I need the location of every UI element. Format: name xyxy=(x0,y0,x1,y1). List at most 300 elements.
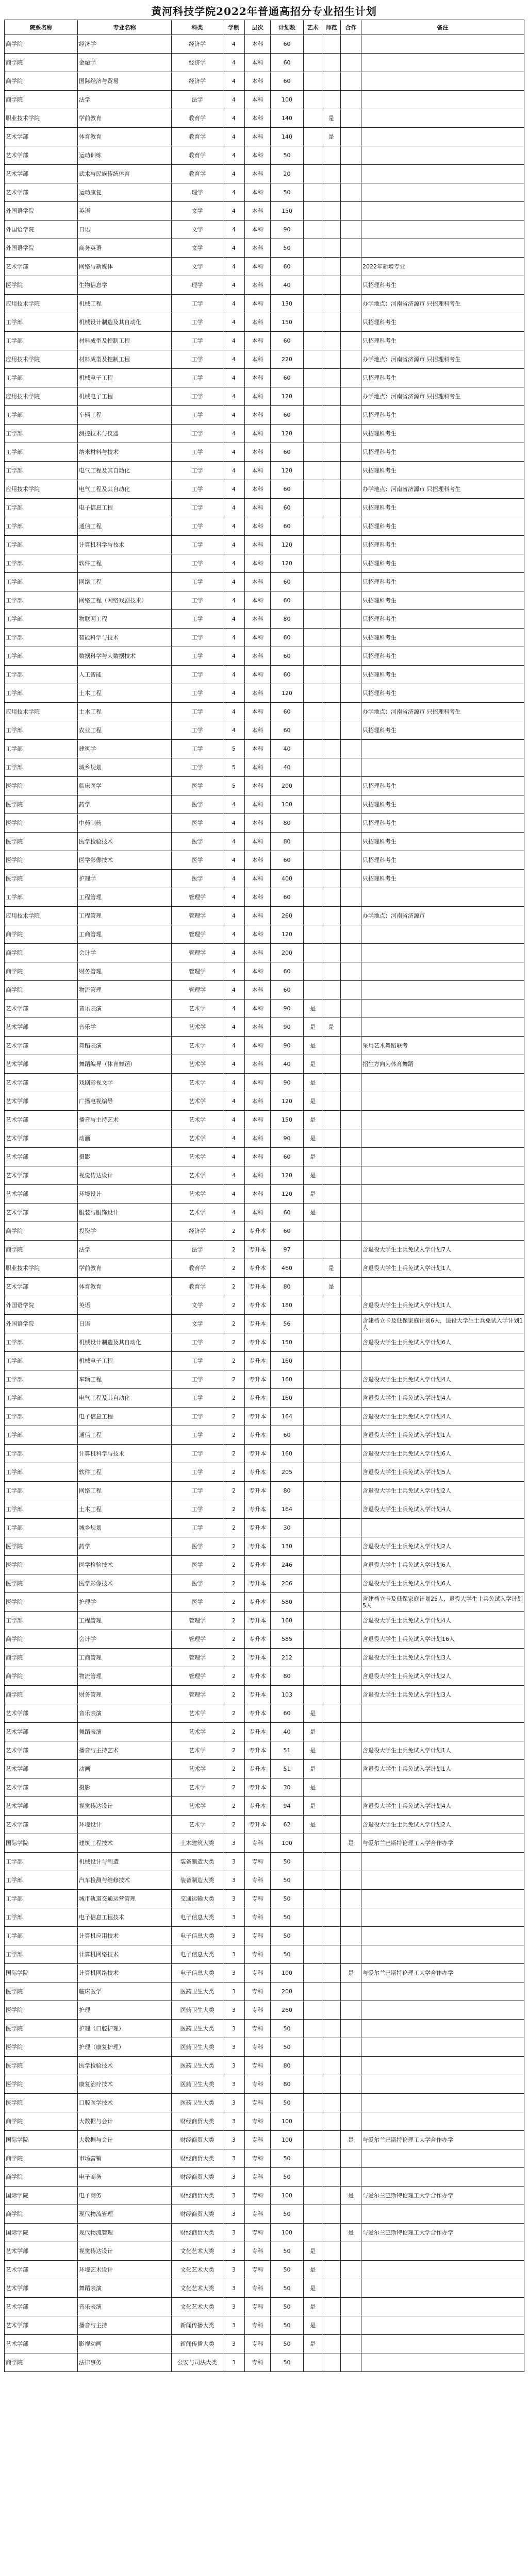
cell-category: 工学 xyxy=(172,1426,223,1445)
cell-art xyxy=(304,369,322,387)
cell-plan-count: 80 xyxy=(271,814,304,833)
cell-level: 本科 xyxy=(245,1018,271,1037)
cell-plan-count: 180 xyxy=(271,1296,304,1315)
cell-art xyxy=(304,258,322,276)
cell-level: 专升本 xyxy=(245,1370,271,1389)
cell-college: 艺术学部 xyxy=(5,999,78,1018)
cell-cooperation xyxy=(341,517,361,536)
cell-major: 计算机应用技术 xyxy=(78,1927,172,1945)
cell-category: 财经商贸大类 xyxy=(172,2224,223,2242)
cell-category: 工学 xyxy=(172,758,223,777)
cell-remarks: 含退役大学生士兵免试入学计划2人 xyxy=(361,1667,524,1686)
cell-art xyxy=(304,944,322,962)
cell-teacher-training xyxy=(322,1816,341,1834)
cell-category: 理学 xyxy=(172,276,223,295)
cell-teacher-training xyxy=(322,1612,341,1630)
cell-category: 工学 xyxy=(172,703,223,721)
cell-major: 护理（康复护理） xyxy=(78,2038,172,2057)
cell-college: 艺术学部 xyxy=(5,1816,78,1834)
cell-level: 本科 xyxy=(245,536,271,554)
cell-plan-count: 60 xyxy=(271,35,304,54)
cell-teacher-training xyxy=(322,814,341,833)
cell-remarks xyxy=(361,1723,524,1741)
table-row xyxy=(5,2205,524,2224)
cell-major: 护理学 xyxy=(78,870,172,888)
cell-major: 机械电子工程 xyxy=(78,387,172,406)
table-row xyxy=(5,221,524,239)
cell-teacher-training xyxy=(322,276,341,295)
cell-category: 管理学 xyxy=(172,907,223,925)
table-row xyxy=(5,313,524,332)
cell-major: 现代物流管理 xyxy=(78,2224,172,2242)
cell-college: 工学部 xyxy=(5,647,78,666)
cell-level: 本科 xyxy=(245,629,271,647)
cell-teacher-training: 是 xyxy=(322,128,341,146)
table-row xyxy=(5,1482,524,1500)
cell-remarks xyxy=(361,2112,524,2131)
cell-college: 商学院 xyxy=(5,1686,78,1704)
cell-remarks xyxy=(361,54,524,72)
cell-cooperation xyxy=(341,462,361,480)
cell-major: 音乐表演 xyxy=(78,1704,172,1723)
table-row xyxy=(5,666,524,684)
cell-category: 艺术学 xyxy=(172,1723,223,1741)
cell-teacher-training xyxy=(322,1649,341,1667)
cell-cooperation xyxy=(341,1890,361,1908)
cell-years: 3 xyxy=(223,1945,245,1964)
cell-art xyxy=(304,183,322,202)
table-row xyxy=(5,1111,524,1129)
cell-remarks: 只招理科考生 xyxy=(361,610,524,629)
cell-college: 商学院 xyxy=(5,54,78,72)
cell-major: 商务英语 xyxy=(78,239,172,258)
cell-teacher-training xyxy=(322,443,341,462)
cell-teacher-training xyxy=(322,2187,341,2205)
cell-major: 车辆工程 xyxy=(78,1370,172,1389)
cell-remarks: 只招理科考生 xyxy=(361,814,524,833)
cell-level: 专升本 xyxy=(245,1445,271,1463)
cell-level: 本科 xyxy=(245,591,271,610)
cell-art xyxy=(304,2057,322,2075)
cell-major: 学前教育 xyxy=(78,1259,172,1278)
cell-category: 经济学 xyxy=(172,1222,223,1241)
cell-plan-count: 460 xyxy=(271,1259,304,1278)
cell-college: 应用技术学院 xyxy=(5,480,78,499)
cell-cooperation xyxy=(341,258,361,276)
cell-college: 商学院 xyxy=(5,35,78,54)
table-row xyxy=(5,2001,524,2020)
cell-teacher-training xyxy=(322,1927,341,1945)
cell-cooperation xyxy=(341,2075,361,2094)
cell-category: 电子信息大类 xyxy=(172,1908,223,1927)
cell-major: 建筑工程技术 xyxy=(78,1834,172,1853)
cell-teacher-training xyxy=(322,777,341,795)
cell-plan-count: 100 xyxy=(271,1964,304,1982)
cell-cooperation xyxy=(341,2149,361,2168)
cell-plan-count: 60 xyxy=(271,629,304,647)
cell-remarks: 含建档立卡及低保家庭计划25人，退役大学生士兵免试入学计划5人 xyxy=(361,1593,524,1612)
table-row xyxy=(5,1370,524,1389)
cell-years: 4 xyxy=(223,54,245,72)
cell-teacher-training xyxy=(322,1519,341,1537)
cell-art: 是 xyxy=(304,1148,322,1166)
table-row xyxy=(5,499,524,517)
cell-plan-count: 160 xyxy=(271,1370,304,1389)
cell-teacher-training xyxy=(322,1222,341,1241)
cell-college: 工学部 xyxy=(5,684,78,703)
cell-art xyxy=(304,462,322,480)
table-row xyxy=(5,1092,524,1111)
table-row xyxy=(5,814,524,833)
cell-art: 是 xyxy=(304,1092,322,1111)
cell-major: 网络工程 xyxy=(78,1482,172,1500)
cell-art xyxy=(304,480,322,499)
cell-category: 艺术学 xyxy=(172,1797,223,1816)
cell-art xyxy=(304,2168,322,2187)
cell-teacher-training xyxy=(322,684,341,703)
cell-years: 4 xyxy=(223,536,245,554)
cell-years: 4 xyxy=(223,239,245,258)
cell-years: 4 xyxy=(223,666,245,684)
cell-teacher-training xyxy=(322,1537,341,1556)
cell-remarks xyxy=(361,1945,524,1964)
table-row xyxy=(5,295,524,313)
cell-college: 商学院 xyxy=(5,2205,78,2224)
cell-plan-count: 60 xyxy=(271,1222,304,1241)
cell-category: 医药卫生大类 xyxy=(172,2075,223,2094)
cell-remarks xyxy=(361,2038,524,2057)
cell-cooperation xyxy=(341,2261,361,2279)
cell-category: 医药卫生大类 xyxy=(172,2020,223,2038)
cell-plan-count: 50 xyxy=(271,183,304,202)
cell-plan-count: 80 xyxy=(271,833,304,851)
cell-major: 软件工程 xyxy=(78,554,172,573)
cell-category: 医学 xyxy=(172,777,223,795)
cell-years: 3 xyxy=(223,2001,245,2020)
table-row xyxy=(5,2298,524,2316)
cell-level: 本科 xyxy=(245,109,271,128)
cell-category: 医药卫生大类 xyxy=(172,2057,223,2075)
cell-plan-count: 120 xyxy=(271,1092,304,1111)
cell-art xyxy=(304,1834,322,1853)
cell-level: 专科 xyxy=(245,1834,271,1853)
table-row xyxy=(5,2279,524,2298)
cell-plan-count: 60 xyxy=(271,1204,304,1222)
cell-teacher-training: 是 xyxy=(322,1018,341,1037)
cell-category: 工学 xyxy=(172,480,223,499)
cell-cooperation xyxy=(341,387,361,406)
cell-major: 大数据与会计 xyxy=(78,2131,172,2149)
cell-major: 护理（口腔护理） xyxy=(78,2020,172,2038)
cell-category: 工学 xyxy=(172,406,223,425)
table-row xyxy=(5,35,524,54)
cell-plan-count: 60 xyxy=(271,962,304,981)
cell-college: 工学部 xyxy=(5,573,78,591)
table-row xyxy=(5,777,524,795)
cell-cooperation xyxy=(341,1816,361,1834)
cell-years: 4 xyxy=(223,109,245,128)
table-row xyxy=(5,2261,524,2279)
table-row xyxy=(5,1352,524,1370)
cell-category: 装备制造大类 xyxy=(172,1853,223,1871)
table-row xyxy=(5,1964,524,1982)
cell-category: 医药卫生大类 xyxy=(172,2094,223,2112)
cell-major: 机械电子工程 xyxy=(78,1352,172,1370)
cell-category: 土木建筑大类 xyxy=(172,1834,223,1853)
cell-category: 管理学 xyxy=(172,962,223,981)
cell-years: 3 xyxy=(223,2335,245,2353)
cell-art xyxy=(304,1333,322,1352)
cell-category: 艺术学 xyxy=(172,1166,223,1185)
cell-college: 商学院 xyxy=(5,981,78,999)
cell-plan-count: 50 xyxy=(271,1871,304,1890)
cell-remarks: 只招理科考生 xyxy=(361,332,524,350)
cell-level: 本科 xyxy=(245,962,271,981)
cell-teacher-training xyxy=(322,258,341,276)
cell-teacher-training xyxy=(322,1945,341,1964)
cell-college: 艺术学部 xyxy=(5,1074,78,1092)
cell-plan-count: 100 xyxy=(271,795,304,814)
cell-remarks: 含退役大学生士兵免试入学计划2人 xyxy=(361,1816,524,1834)
header-cooperation: 合作 xyxy=(341,20,361,35)
cell-major: 临床医学 xyxy=(78,777,172,795)
cell-category: 工学 xyxy=(172,610,223,629)
cell-years: 4 xyxy=(223,1092,245,1111)
cell-cooperation xyxy=(341,1537,361,1556)
cell-remarks xyxy=(361,1927,524,1945)
cell-level: 本科 xyxy=(245,313,271,332)
cell-college: 医学院 xyxy=(5,777,78,795)
cell-teacher-training: 是 xyxy=(322,1278,341,1296)
cell-category: 工学 xyxy=(172,1445,223,1463)
cell-remarks: 只招理科考生 xyxy=(361,629,524,647)
header-plan-count: 计划数 xyxy=(271,20,304,35)
cell-category: 艺术学 xyxy=(172,1185,223,1204)
cell-art xyxy=(304,1612,322,1630)
cell-plan-count: 100 xyxy=(271,2112,304,2131)
cell-teacher-training xyxy=(322,425,341,443)
cell-cooperation xyxy=(341,1204,361,1222)
cell-level: 本科 xyxy=(245,369,271,387)
cell-remarks xyxy=(361,962,524,981)
cell-remarks xyxy=(361,981,524,999)
cell-college: 工学部 xyxy=(5,462,78,480)
cell-years: 4 xyxy=(223,1166,245,1185)
cell-plan-count: 60 xyxy=(271,573,304,591)
cell-years: 2 xyxy=(223,1426,245,1445)
cell-years: 3 xyxy=(223,1890,245,1908)
cell-college: 商学院 xyxy=(5,1630,78,1649)
cell-cooperation xyxy=(341,72,361,91)
cell-years: 4 xyxy=(223,369,245,387)
cell-plan-count: 260 xyxy=(271,907,304,925)
cell-level: 专科 xyxy=(245,2335,271,2353)
header-college: 院系名称 xyxy=(5,20,78,35)
cell-teacher-training xyxy=(322,1797,341,1816)
cell-teacher-training xyxy=(322,1333,341,1352)
table-row xyxy=(5,1408,524,1426)
table-row xyxy=(5,703,524,721)
cell-art xyxy=(304,2205,322,2224)
cell-cooperation xyxy=(341,183,361,202)
cell-plan-count: 100 xyxy=(271,2131,304,2149)
cell-major: 药学 xyxy=(78,1537,172,1556)
cell-cooperation: 是 xyxy=(341,2131,361,2149)
cell-level: 专科 xyxy=(245,2149,271,2168)
cell-art xyxy=(304,72,322,91)
cell-cooperation xyxy=(341,109,361,128)
cell-years: 3 xyxy=(223,2168,245,2187)
cell-years: 3 xyxy=(223,2057,245,2075)
cell-cooperation xyxy=(341,1185,361,1204)
cell-years: 4 xyxy=(223,313,245,332)
cell-college: 应用技术学院 xyxy=(5,703,78,721)
cell-art xyxy=(304,202,322,221)
cell-college: 商学院 xyxy=(5,944,78,962)
cell-college: 工学部 xyxy=(5,740,78,758)
cell-major: 音乐表演 xyxy=(78,2298,172,2316)
cell-level: 本科 xyxy=(245,1055,271,1074)
cell-plan-count: 150 xyxy=(271,313,304,332)
cell-teacher-training xyxy=(322,1408,341,1426)
cell-years: 4 xyxy=(223,258,245,276)
cell-years: 2 xyxy=(223,1482,245,1500)
cell-plan-count: 120 xyxy=(271,387,304,406)
cell-art xyxy=(304,1278,322,1296)
cell-years: 2 xyxy=(223,1389,245,1408)
cell-major: 现代物流管理 xyxy=(78,2205,172,2224)
cell-cooperation xyxy=(341,1074,361,1092)
cell-plan-count: 200 xyxy=(271,1982,304,2001)
table-row xyxy=(5,554,524,573)
cell-years: 4 xyxy=(223,128,245,146)
cell-teacher-training xyxy=(322,369,341,387)
cell-remarks: 办学地点：河南省济源市 只招理科考生 xyxy=(361,480,524,499)
table-row xyxy=(5,2242,524,2261)
cell-level: 本科 xyxy=(245,1148,271,1166)
cell-remarks: 只招理科考生 xyxy=(361,666,524,684)
cell-level: 本科 xyxy=(245,239,271,258)
cell-years: 2 xyxy=(223,1370,245,1389)
cell-remarks: 含退役大学生士兵免试入学计划1人 xyxy=(361,1296,524,1315)
cell-level: 专升本 xyxy=(245,1500,271,1519)
cell-college: 医学院 xyxy=(5,1537,78,1556)
cell-years: 3 xyxy=(223,2020,245,2038)
cell-major: 运动训练 xyxy=(78,146,172,165)
cell-art xyxy=(304,870,322,888)
cell-cooperation xyxy=(341,2335,361,2353)
cell-plan-count: 164 xyxy=(271,1408,304,1426)
cell-plan-count: 80 xyxy=(271,610,304,629)
cell-teacher-training xyxy=(322,183,341,202)
cell-major: 工程管理 xyxy=(78,907,172,925)
cell-college: 商学院 xyxy=(5,925,78,944)
cell-plan-count: 20 xyxy=(271,165,304,183)
table-row xyxy=(5,851,524,870)
cell-art xyxy=(304,814,322,833)
cell-teacher-training xyxy=(322,721,341,740)
table-row xyxy=(5,1760,524,1778)
cell-years: 4 xyxy=(223,221,245,239)
cell-college: 艺术学部 xyxy=(5,2279,78,2298)
cell-plan-count: 150 xyxy=(271,1111,304,1129)
cell-art xyxy=(304,1241,322,1259)
cell-college: 艺术学部 xyxy=(5,1278,78,1296)
cell-category: 理学 xyxy=(172,183,223,202)
cell-remarks xyxy=(361,2001,524,2020)
table-row xyxy=(5,907,524,925)
cell-remarks: 办学地点：河南省济源市 只招理科考生 xyxy=(361,295,524,313)
cell-college: 工学部 xyxy=(5,1871,78,1890)
cell-college: 艺术学部 xyxy=(5,258,78,276)
cell-plan-count: 80 xyxy=(271,1278,304,1296)
cell-remarks xyxy=(361,1871,524,1890)
cell-years: 4 xyxy=(223,1111,245,1129)
table-row xyxy=(5,981,524,999)
cell-years: 4 xyxy=(223,480,245,499)
cell-art xyxy=(304,1352,322,1370)
cell-plan-count: 60 xyxy=(271,721,304,740)
cell-major: 大数据与会计 xyxy=(78,2112,172,2131)
cell-category: 工学 xyxy=(172,629,223,647)
cell-teacher-training xyxy=(322,2261,341,2279)
cell-category: 法学 xyxy=(172,91,223,109)
cell-plan-count: 50 xyxy=(271,239,304,258)
cell-plan-count: 206 xyxy=(271,1574,304,1593)
table-row xyxy=(5,165,524,183)
cell-cooperation xyxy=(341,1278,361,1296)
cell-years: 3 xyxy=(223,1964,245,1982)
cell-years: 4 xyxy=(223,1055,245,1074)
cell-category: 文学 xyxy=(172,1315,223,1333)
cell-teacher-training xyxy=(322,295,341,313)
cell-remarks xyxy=(361,1166,524,1185)
table-row xyxy=(5,443,524,462)
cell-art xyxy=(304,851,322,870)
cell-plan-count: 50 xyxy=(271,2020,304,2038)
cell-cooperation xyxy=(341,1519,361,1537)
cell-teacher-training xyxy=(322,54,341,72)
cell-art xyxy=(304,128,322,146)
cell-teacher-training xyxy=(322,1092,341,1111)
cell-major: 建筑学 xyxy=(78,740,172,758)
cell-teacher-training xyxy=(322,851,341,870)
cell-level: 本科 xyxy=(245,610,271,629)
cell-level: 本科 xyxy=(245,740,271,758)
cell-plan-count: 80 xyxy=(271,2075,304,2094)
cell-college: 艺术学部 xyxy=(5,1797,78,1816)
cell-level: 本科 xyxy=(245,387,271,406)
cell-cooperation xyxy=(341,925,361,944)
cell-level: 本科 xyxy=(245,1074,271,1092)
cell-level: 专升本 xyxy=(245,1612,271,1630)
cell-years: 3 xyxy=(223,2094,245,2112)
cell-art xyxy=(304,1408,322,1426)
cell-cooperation xyxy=(341,1797,361,1816)
table-row xyxy=(5,591,524,610)
cell-cooperation xyxy=(341,666,361,684)
cell-years: 3 xyxy=(223,2075,245,2094)
cell-cooperation xyxy=(341,1463,361,1482)
cell-plan-count: 200 xyxy=(271,777,304,795)
cell-category: 医学 xyxy=(172,851,223,870)
table-row xyxy=(5,740,524,758)
cell-level: 专升本 xyxy=(245,1296,271,1315)
cell-art: 是 xyxy=(304,1111,322,1129)
cell-years: 5 xyxy=(223,740,245,758)
cell-major: 中药制药 xyxy=(78,814,172,833)
cell-category: 艺术学 xyxy=(172,1129,223,1148)
